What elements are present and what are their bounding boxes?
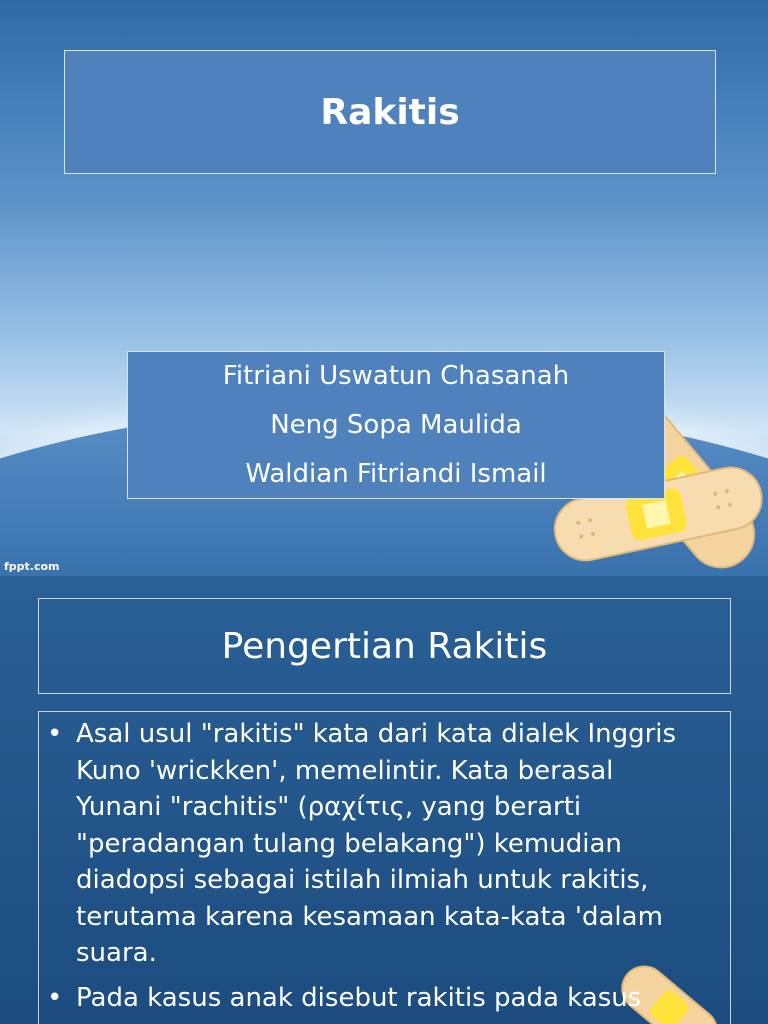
bullet-marker: •	[47, 719, 63, 749]
author-name: Fitriani Uswatun Chasanah	[222, 360, 570, 391]
bullet-line: Asal usul "rakitis" kata dari kata dialek Inggris	[76, 719, 677, 749]
section-heading-box	[38, 598, 731, 694]
bullet-text	[76, 980, 641, 1017]
bullet-line: "peradangan tulang belakang") kemudian	[76, 828, 622, 859]
author-name: Neng Sopa Maulida	[270, 409, 522, 440]
bullet-line: terutama karena kesamaan kata-kata 'dalam	[76, 901, 663, 932]
bullet-text	[76, 716, 676, 972]
footer-watermark: fppt.com	[4, 560, 60, 573]
bullet-line: suara.	[76, 938, 157, 968]
bullet-line: diadopsi sebagai istilah ilmiah untuk rakitis,	[76, 865, 649, 895]
authors-box	[127, 351, 665, 499]
bullet-line: Kuno 'wrickken', memelintir. Kata berasal	[76, 755, 614, 786]
section-heading: Pengertian Rakitis	[221, 625, 548, 667]
bullet-line: Pada kasus anak disebut rakitis pada kasus	[76, 982, 642, 1013]
bullet-marker: •	[47, 982, 63, 1013]
content-box	[38, 711, 731, 1024]
slide-title: Rakitis	[320, 91, 460, 133]
author-name: Waldian Fitriandi Ismail	[245, 458, 547, 489]
bullet-item	[47, 716, 716, 972]
bullet-item	[47, 980, 716, 1017]
slide-title-box	[64, 50, 716, 174]
definition-slide	[0, 576, 768, 1024]
bullet-line: Yunani "rachitis" (ραχίτις, yang berarti	[76, 792, 582, 822]
